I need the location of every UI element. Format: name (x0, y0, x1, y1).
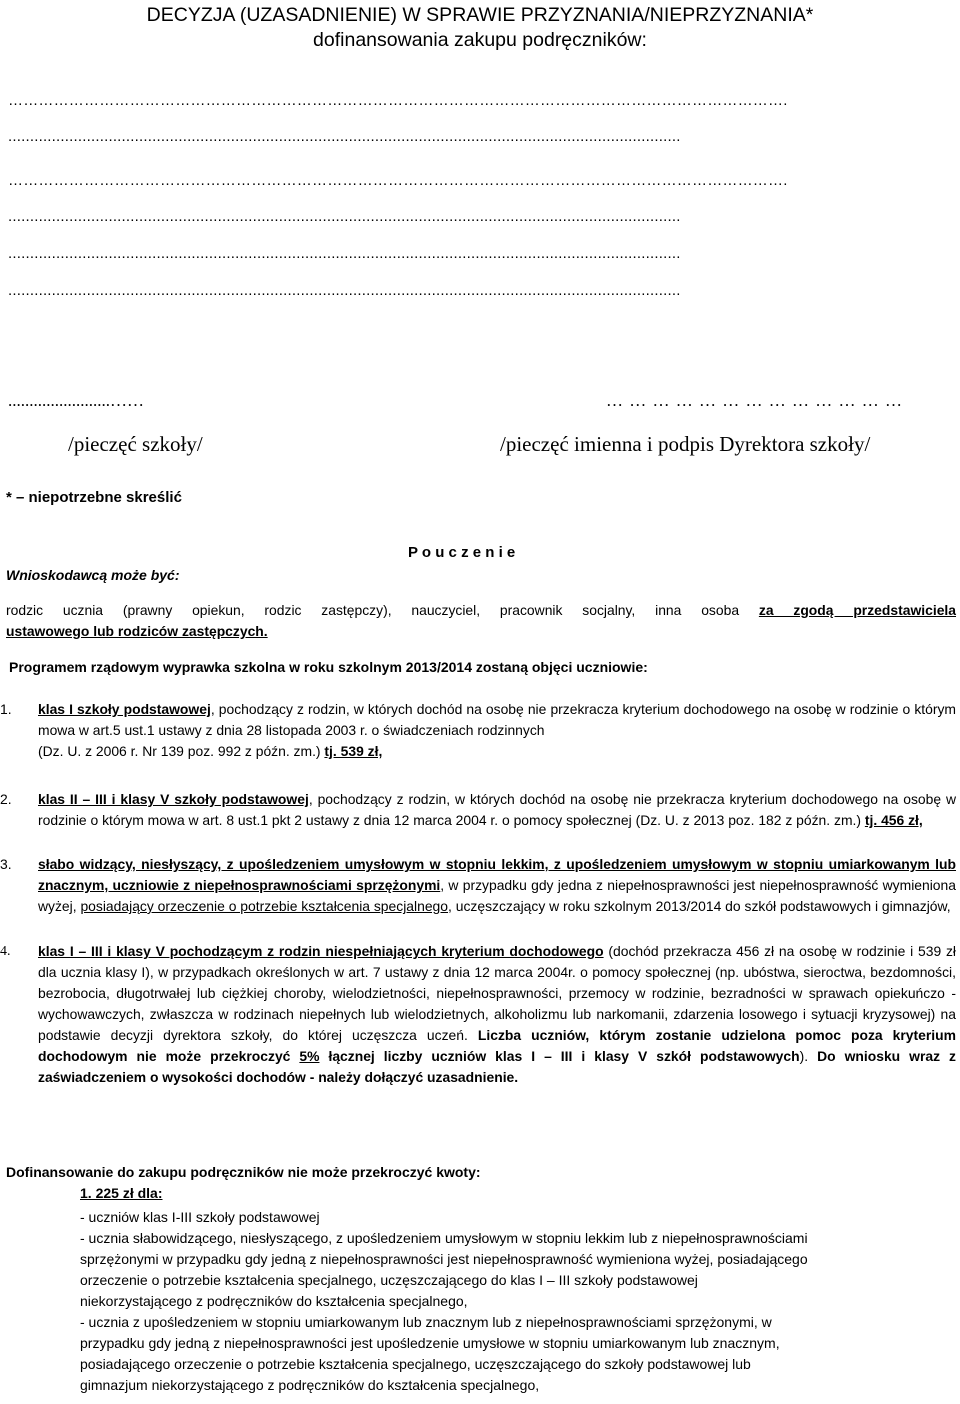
fill-line-6: .......................................................................................................................................................... (8, 282, 681, 299)
limits-sub-heading: 1. 225 zł dla: (80, 1185, 163, 1201)
fill-line-4: .......................................................................................................................................................... (8, 208, 681, 225)
applicants-line1 (6, 600, 956, 621)
applicants-consent-cont: ustawowego lub rodziców zastępczych. (6, 623, 268, 639)
applicant-label: Wnioskodawcą może być: (6, 567, 180, 583)
item-3-text-end: , uczęszczający w roku szkolnym 2013/2014 do szkół podstawowych i gimnazjów, (448, 898, 951, 914)
fill-line-2: .......................................................................................................................................................... (8, 128, 681, 145)
limits-line: orzeczenie o potrzebie kształcenia specjalnego, uczęszczającego do klas I – III szkoły podstawowej (80, 1272, 698, 1288)
fill-line-3: ………………………………………………………………………………………………………………………………………. (8, 172, 788, 189)
document-title-line1: DECYZJA (UZASADNIENIE) W SPRAWIE PRZYZNANIA/NIEPRZYZNANIA* (146, 4, 814, 26)
program-item-1 (0, 699, 956, 762)
applicants-line2 (6, 621, 956, 642)
item-4-text: (dochód przekracza 456 zł na osobę w rodzinie i 539 zł dla ucznia klasy I), w przypadkach określonych w art. 7 ustawy z dnia 12 marca 2004r. o pomocy społecznej (np. ubóstwa, sieroctwa, bezdomności, bezrobocia, długotrwałej lub ciężkiej choroby, wielodzietności, niepełnosprawności, przemocy w rodzinie, bezradności w sprawach opiekuńczo - wychowawczych, zwłaszcza w rodzinach niepełnych lub wielodzietnych, alkoholizmu lub narkomanii, zdarzenia losowego i sytuacji kryzysowej) na podstawie decyzji dyrektora szkoły, do której uczęszcza uczeń. (38, 943, 957, 1043)
limits-line: - ucznia z upośledzeniem w stopniu umiarkowanym lub znacznym lub z niepełnosprawnościami sprzężonymi, w (80, 1314, 772, 1330)
item-3-number: 3. (0, 856, 12, 872)
school-stamp-label: /pieczęć szkoły/ (68, 432, 203, 456)
item-1-text: , pochodzący z rodzin, w których dochód na osobę nie przekracza kryterium dochodowego na osobę w rodzinie o którym mowa w art.5 ust.1 ustawy z dnia 28 listopada 2003 r. o świadczeniach rodzinnych (38, 701, 956, 738)
program-item-3 (0, 854, 956, 917)
program-item-4 (0, 941, 957, 1088)
limits-line: niekorzystającego z podręczników do kształcenia specjalnego, (80, 1293, 468, 1309)
limits-line: - ucznia słabowidzącego, niesłyszącego, z upośledzeniem umysłowym w stopniu lekkim lub z niepełnosprawnościami (80, 1230, 808, 1246)
program-heading: Programem rządowym wyprawka szkolna w roku szkolnym 2013/2014 zostaną objęci uczniowie: (9, 659, 648, 675)
pouczenie-title: P o u c z e n i e (408, 544, 516, 561)
program-item-2 (0, 789, 956, 831)
item-1-bold: klas I szkoły podstawowej (38, 701, 211, 717)
fill-line-1: ………………………………………………………………………………………………………………………………………. (8, 92, 788, 109)
document-title-line2: dofinansowania zakupu podręczników: (313, 29, 647, 51)
limits-line: - uczniów klas I-III szkoły podstawowej (80, 1209, 320, 1225)
item-4-number: 4. (0, 944, 11, 959)
limits-heading: Dofinansowanie do zakupu podręczników nie może przekroczyć kwoty: (6, 1164, 481, 1180)
item-1-citation: (Dz. U. z 2006 r. Nr 139 poz. 992 z późn. zm.) (38, 743, 325, 759)
limits-line: sprzężonymi w przypadku gdy jedną z niepełnosprawności jest niepełnosprawność wymieniona wyżej, posiadającego (80, 1251, 808, 1267)
school-stamp-dots: ........................…… (8, 392, 144, 410)
item-3-text: , w przypadku gdy jedna z niepełnosprawności jest niepełnosprawność wymieniona wyżej, (38, 877, 956, 914)
item-4-limit-text-end: łącznej liczby uczniów klas I – III i klasy V szkół podstawowych (319, 1048, 800, 1064)
limits-line: przypadku gdy jedną z niepełnosprawności jest upośledzenie umysłowe w stopniu umiarkowanym lub znacznym, (80, 1335, 780, 1351)
item-2-text: , pochodzący z rodzin, w których dochód na osobę nie przekracza kryterium dochodowego na osobę w rodzinie o którym mowa w art. 8 ust.1 pkt 2 ustawy z dnia 12 marca 2004 r. o pomocy społecznej (Dz. U. z 2013 poz. 182 z późn. zm.) (38, 791, 956, 828)
item-4-limit-text: Liczba uczniów, którym zostanie udzielona pomoc poza kryterium dochodowym nie może przekroczyć (38, 1027, 956, 1064)
applicants-text: rodzic ucznia (prawny opiekun, rodzic zastępczy), nauczyciel, pracownik socjalny, inna osoba (6, 602, 740, 618)
fill-line-5: .......................................................................................................................................................... (8, 245, 681, 262)
item-3-orzeczenie: posiadający orzeczenie o potrzebie kształcenia specjalnego (80, 898, 449, 914)
item-3-bold: słabo widzący, niesłyszący, z upośledzeniem umysłowym w stopniu lekkim, z upośledzeniem umysłowym w stopniu umiarkowanym lub znacznym, uczniowie z niepełnosprawnościami sprzężonymi (38, 856, 956, 893)
limits-line: posiadającego orzeczenie o potrzebie kształcenia specjalnego, uczęszczającego do szkoły podstawowej lub (80, 1356, 751, 1372)
director-signature-label: /pieczęć imienna i podpis Dyrektora szkoły/ (500, 432, 871, 456)
item-4-percent: 5% (299, 1048, 320, 1064)
director-signature-dots: … … … … … … … … … … … … … (606, 392, 903, 410)
item-1-number: 1. (0, 701, 12, 717)
applicants-consent: za zgodą przedstawiciela (758, 602, 957, 618)
limits-line: gimnazjum niekorzystającego z podręczników do kształcenia specjalnego, (80, 1377, 540, 1393)
item-4-attachment-note: Do wniosku wraz z zaświadczeniem o wysokości dochodów - należy dołączyć uzasadnienie. (38, 1048, 956, 1085)
item-2-number: 2. (0, 791, 12, 807)
item-4-paren: ). (799, 1048, 818, 1064)
item-1-amount: tj. 539 zł, (324, 743, 383, 759)
strike-note: * – niepotrzebne skreślić (6, 489, 182, 506)
item-2-amount: tj. 456 zł, (864, 812, 923, 828)
limits-list (80, 1207, 956, 1396)
item-4-bold: klas I – III i klasy V pochodzącym z rodzin niespełniających kryterium dochodowego (38, 943, 604, 959)
item-2-bold: klas II – III i klasy V szkoły podstawowej (38, 791, 309, 807)
